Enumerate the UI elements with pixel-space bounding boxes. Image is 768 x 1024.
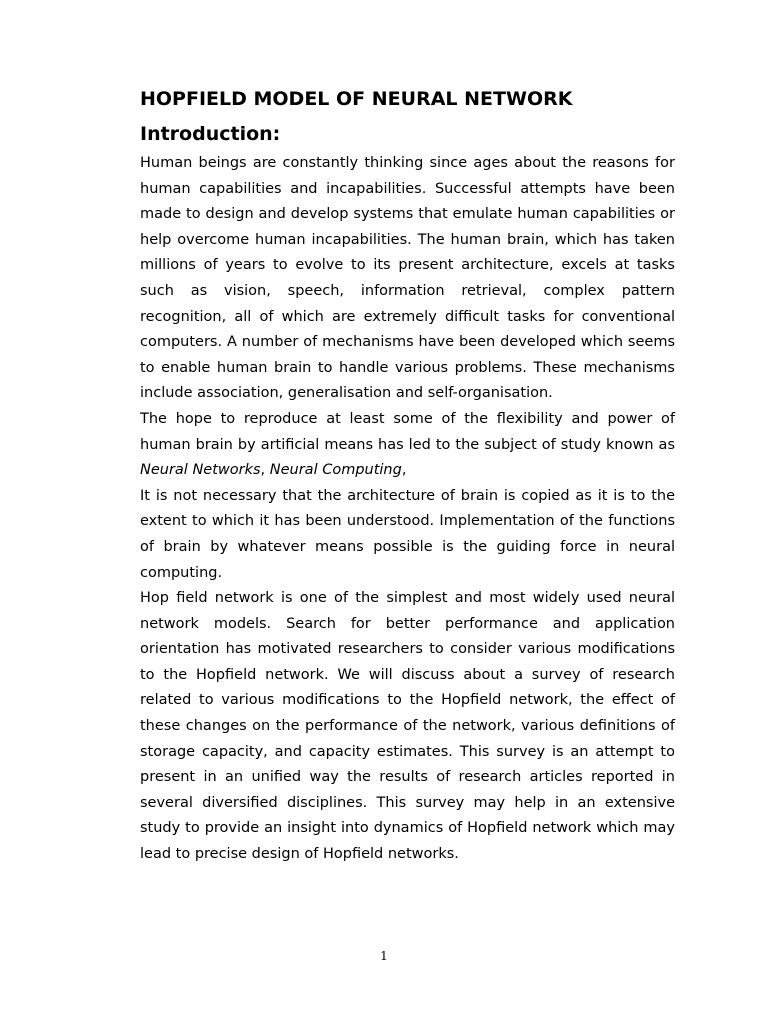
paragraph-2-text-after: , — [401, 462, 407, 479]
section-heading: Introduction: — [140, 123, 281, 145]
paragraph-4: Hop field network is one of the simplest and most widely used neural network models. Search for better performance and application orientation has motivated researchers to consider various modifications to the Hopfield network. We will discuss about a survey of research related to various modifications to the Hopfield network, the effect of these changes on the performance of the network, various definitions of storage capacity, and capacity estimates. This survey is an attempt to present in an unified way the results of research articles reported in several diversified disciplines. This survey may help in an extensive study to provide an insight into dynamics of Hopfield network which may lead to precise design of Hopfield networks. — [140, 590, 675, 863]
paragraph-3: It is not necessary that the architecture of brain is copied as it is to the extent to which it has been understood. Implementation of the functions of brain by whatever means possible is the guiding force in neural computing. — [140, 487, 675, 581]
paragraph-2-text-before: The hope to reproduce at least some of the flexibility and power of human brain by artificial means has led to the subject of study known as — [140, 410, 675, 453]
paragraph-2-separator: , — [260, 462, 270, 479]
document-title: HOPFIELD MODEL OF NEURAL NETWORK — [140, 88, 573, 110]
term-neural-networks: Neural Networks — [140, 462, 261, 479]
paragraph-2 — [140, 407, 675, 484]
page-content — [140, 86, 675, 868]
page-number: 1 — [380, 949, 388, 963]
term-neural-computing: Neural Computing — [269, 462, 402, 479]
paragraph-1: Human beings are constantly thinking since ages about the reasons for human capabilities and incapabilities. Successful attempts have been made to design and develop systems that emulate human capabilities or help overcome human incapabilities. The human brain, which has taken millions of years to evolve to its present architecture, excels at tasks such as vision, speech, information retrieval, complex pattern recognition, all of which are extremely difficult tasks for conventional computers. A number of mechanisms have been developed which seems to enable human brain to handle various problems. These mechanisms include association, generalisation and self-organisation. — [140, 155, 675, 402]
